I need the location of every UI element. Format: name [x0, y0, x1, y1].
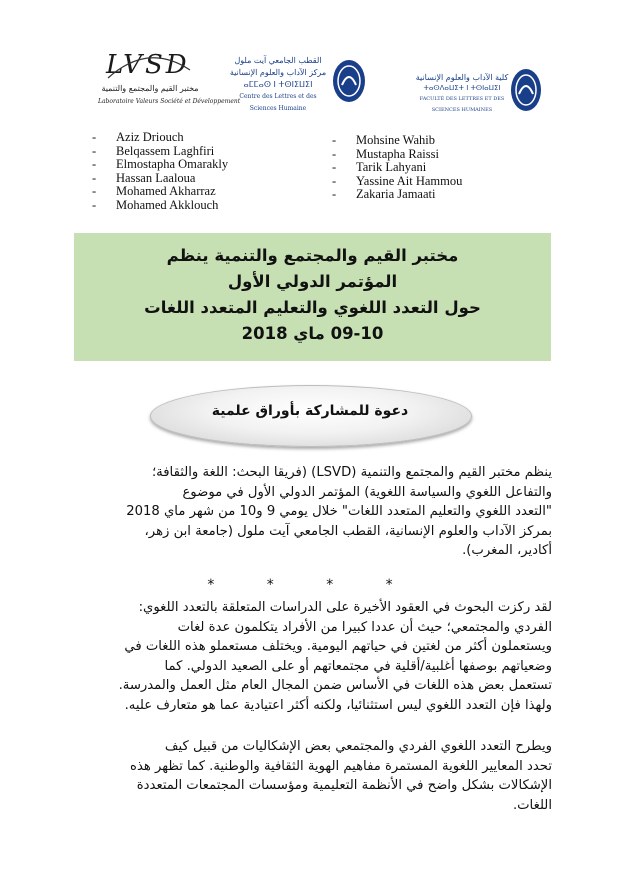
committee-member: - Aziz Driouch — [92, 130, 184, 144]
title-date: 09-10 ماي 2018 — [241, 324, 384, 343]
title-line-1: مختبر القيم والمجتمع والتنمية ينظم — [166, 246, 459, 265]
committee-member: - Elmostapha Omarakly — [92, 157, 229, 172]
lvsd-logo-arabic: مختبر القيم والمجتمع والتنمية — [101, 84, 199, 93]
stars-separator: * * * * — [207, 577, 417, 593]
committee-member: - Belqassem Laghfiri — [92, 143, 215, 158]
committee-member: - Hassan Laaloua — [92, 170, 196, 185]
committee-member: - Yassine Ait Hammou — [332, 173, 463, 188]
paragraph-line: تستعمل بعض هذه اللغات في الأساس ضمن المجال العام مثل العمل والمدرسة. — [118, 678, 552, 694]
committee-list-right — [332, 134, 462, 202]
paragraph-line: "التعدد اللغوي والتعليم المتعدد اللغات" خلال يومي 9 و10 من شهر ماي 2018 — [126, 504, 552, 520]
committee-member: - Mohsine Wahib — [332, 133, 435, 147]
lvsd-logo-french: Laboratoire Valeurs Société et Développement — [98, 98, 241, 105]
lvsd-logo-letters: LVSD — [106, 50, 190, 80]
paragraph-line: الإشكالات بشكل واضح في الأنظمة التعليمية ومؤسسات المجتمعات المتعددة — [136, 778, 552, 794]
lvsd-swoosh-icon — [104, 48, 192, 84]
lvsd-logo — [98, 46, 241, 120]
faculty-logo-line1: كلية الآداب والعلوم الإنسانية — [415, 73, 509, 82]
paragraph-line: وضعياتهم بوصفها أغلبية/أقلية في مجتمعاتهم أو على الصعيد الدولي. كما — [164, 658, 552, 674]
paragraph-line: ينظم مختبر القيم والمجتمع والتنمية (LSVD) (فريقا البحث: اللغة والثقافة؛ — [151, 465, 552, 480]
paragraph-line: ويستعملون أكثر من لغتين في حياتهم اليومية. ويختلف مستعملو هذه اللغات في — [124, 639, 552, 655]
committee-member: - Mohamed Akharraz — [92, 184, 216, 199]
title-line-2: المؤتمر الدولي الأول — [227, 272, 398, 291]
faculty-seal-icon — [510, 68, 542, 112]
centre-logo — [228, 55, 368, 123]
title-line-3: حول التعدد اللغوي والتعليم المتعدد اللغات — [144, 298, 481, 317]
intro-paragraph — [126, 463, 552, 561]
call-for-papers-text: دعوة للمشاركة بأوراق علمية — [211, 403, 409, 419]
committee-list-left — [92, 131, 228, 213]
paragraph-line: تحدد المعايير اللغوية المستمرة مفاهيم الهوية الثقافية والوطنية. كما تظهر هذه — [130, 758, 552, 774]
faculty-logo-line2: ⵜⴰⵙⴷⴰⵡⵉⵜ ⵏ ⵜⵙⵏⴰⵡⵉⵏ — [423, 84, 501, 92]
paragraph-line: ويطرح التعدد اللغوي الفردي والمجتمعي بعض الإشكاليات من قبيل كيف — [164, 739, 552, 754]
committee-member: - Mustapha Raissi — [332, 146, 439, 161]
paragraph-line: الفردي والمجتمعي؛ حيث أن عددا كبيرا من الأفراد يتكلمون عدة لغات — [177, 619, 552, 635]
faculty-logo-line3: FACULTÉ DES LETTRES ET DES SCIENCES HUMAINES — [419, 96, 505, 113]
committee-member: - Zakaria Jamaati — [332, 187, 436, 202]
issues-paragraph — [130, 737, 552, 815]
paragraph-line: لقد ركزت البحوث في العقود الأخيرة على الدراسات المتعلقة بالتعدد اللغوي: — [138, 600, 552, 615]
committee-member: - Tarik Lahyani — [332, 160, 427, 175]
paragraph-line: أكادير، المغرب). — [462, 543, 552, 559]
centre-logo-text — [228, 55, 328, 115]
centre-logo-line2: مركز الآداب والعلوم الإنسانية — [229, 68, 327, 77]
paragraph-line: ولهذا فإن التعدد اللغوي ليس استثنائيا، ولكنه أكثر اعتيادية عما هو متعارف عليه. — [124, 697, 552, 713]
faculty-logo-text — [412, 72, 512, 116]
centre-logo-line4: Centre des Lettres et des Sciences Humaine — [239, 93, 317, 112]
paragraph-line: والتفاعل اللغوي والسياسة اللغوية) المؤتمر الدولي الأول في موضوع — [182, 484, 552, 500]
conference-title-box — [74, 233, 551, 361]
committee-member: - Mohamed Akklouch — [92, 197, 219, 212]
university-seal-icon — [332, 59, 366, 103]
background-paragraph — [119, 598, 552, 716]
paragraph-line: اللغات. — [512, 797, 552, 813]
faculty-logo — [412, 68, 544, 114]
centre-logo-line1: القطب الجامعي آيت ملول — [234, 56, 322, 65]
paragraph-line: بمركز الآداب والعلوم الإنسانية، القطب الجامعي آيت ملول (جامعة ابن زهر، — [144, 523, 552, 539]
centre-logo-line3: ⴰⵎⵎⴰⵙ ⵏ ⵜⵙⵏⵉⵡⵉⵏ — [243, 80, 313, 89]
